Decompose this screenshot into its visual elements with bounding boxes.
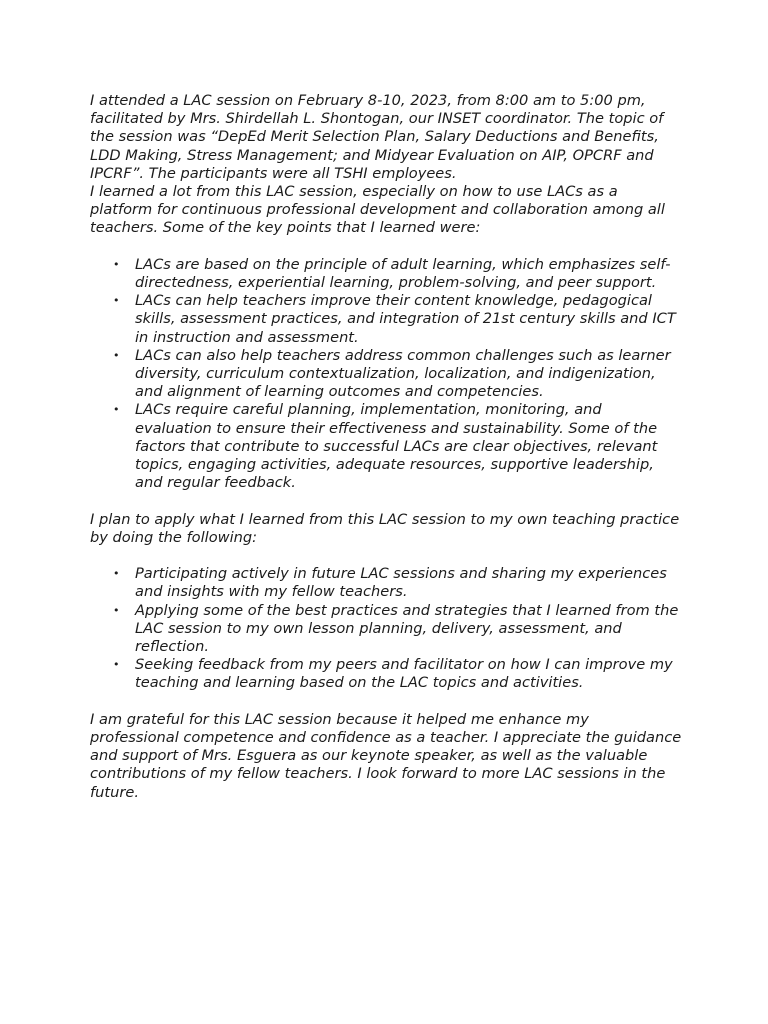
list-item-text: Seeking feedback from my peers and facilitator on how I can improve my teaching and learning based on the LAC topics and activities. (135, 656, 673, 692)
list-item-text: LACs can help teachers improve their content knowledge, pedagogical skills, assessment practices, and integration of 21st century skills and ICT in instruction and assessment. (135, 292, 676, 346)
bullet-icon: • (113, 567, 120, 581)
bullet-icon: • (113, 403, 120, 417)
list-item (90, 292, 682, 347)
spacer (90, 492, 682, 510)
plan-list (90, 565, 682, 692)
list-item (90, 256, 682, 292)
document-body (90, 92, 682, 802)
key-points-list (90, 256, 682, 493)
bullet-icon: • (113, 348, 120, 362)
closing-paragraph: I am grateful for this LAC session because it helped me enhance my professional competence and confidence as a teacher. I appreciate the guidance and support of Mrs. Esguera as our keynote speaker, as well as the valuable contributions of my fellow teachers. I look forward to more LAC sessions in the future. (90, 710, 682, 801)
spacer (90, 693, 682, 711)
list-item (90, 656, 682, 692)
list-item-text: Participating actively in future LAC sessions and sharing my experiences and insights with my fellow teachers. (135, 565, 667, 601)
intro-paragraph: I attended a LAC session on February 8-10, 2023, from 8:00 am to 5:00 pm, facilitated by Mrs. Shirdellah L. Shontogan, our INSET coordinator. The topic of the session was “DepEd Merit Selection Plan, Salary Deductions and Benefits, LDD Making, Stress Management; and Midyear Evaluation on AIP, OPCRF and IPCRF”. The participants were all TSHI employees. (90, 92, 664, 182)
list-item (90, 347, 682, 402)
list-item-text: LACs can also help teachers address common challenges such as learner diversity, curriculum contextualization, localization, and indigenization, and alignment of learning outcomes and competencies. (135, 346, 671, 401)
learning-paragraph: I learned a lot from this LAC session, especially on how to use LACs as a platform for continuous professional development and collaboration among all teachers. Some of the key points that I learned were: (90, 183, 665, 237)
plan-intro-paragraph: I plan to apply what I learned from this LAC session to my own teaching practice by doing the following: (90, 510, 680, 546)
bullet-icon: • (113, 658, 120, 672)
bullet-icon: • (113, 603, 120, 617)
list-item (90, 602, 682, 657)
spacer (90, 238, 682, 256)
bullet-icon: • (113, 294, 120, 308)
list-item (90, 565, 682, 601)
bullet-icon: • (113, 257, 120, 271)
list-item-text: LACs are based on the principle of adult learning, which emphasizes self-directedness, experiential learning, problem-solving, and peer support. (135, 255, 671, 292)
list-item (90, 401, 682, 492)
spacer (90, 547, 682, 565)
list-item-text: LACs require careful planning, implementation, monitoring, and evaluation to ensure their effectiveness and sustainability. Some of the factors that contribute to successful LACs are clear objectives, relevant topics, engaging activities, adequate resources, supportive leadership, and regular feedback. (135, 401, 658, 492)
list-item-text: Applying some of the best practices and strategies that I learned from the LAC session to my own lesson planning, delivery, assessment, and reflection. (135, 601, 679, 656)
